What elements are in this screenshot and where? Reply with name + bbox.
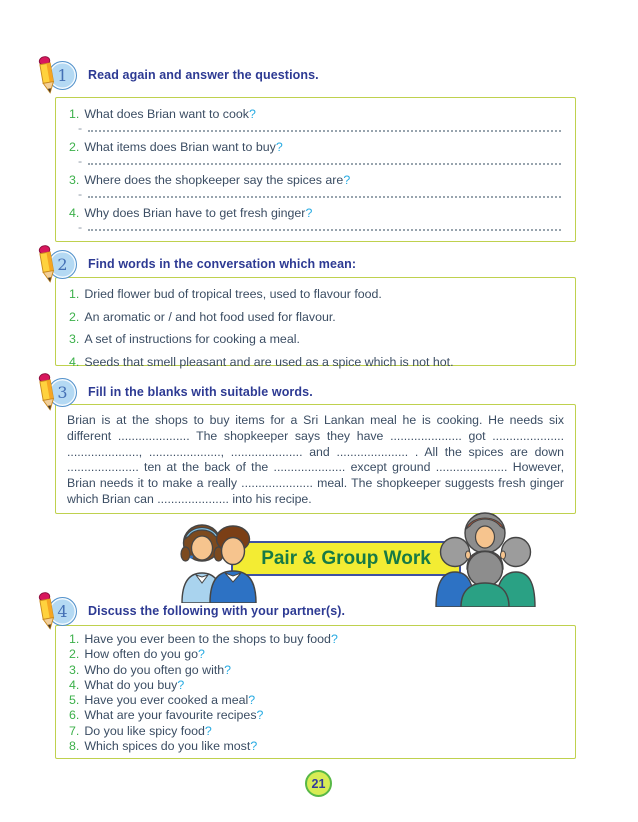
discussion-item [69,693,562,708]
item-number: 1. [69,107,80,121]
definition-item [69,331,562,347]
group-people-icon [434,509,536,607]
item-text: Do you like spicy food? [84,723,212,738]
item-text: What items does Brian want to buy? [84,140,283,154]
exercise-4-box [55,625,576,759]
item-text: What are your favourite recipes? [84,708,264,723]
discussion-item [69,647,562,662]
question-mark: ? [250,739,258,754]
item-text: Who do you often go with? [84,662,232,677]
question-mark: ? [343,173,351,187]
exercise-number: 3 [57,382,68,402]
item-number: 3. [69,662,80,677]
pair-people-icon [172,517,267,603]
answer-line [78,221,562,234]
question-mark: ? [305,206,313,220]
question-item [69,139,562,168]
dotted-leader [88,229,561,231]
discussion-item [69,724,562,739]
answer-line [78,155,562,168]
answer-dash: - [78,187,83,201]
item-number: 5. [69,693,80,708]
dotted-leader [88,196,561,198]
dotted-leader [88,130,561,132]
question-item [69,106,562,135]
dotted-leader [88,163,561,165]
exercise-number: 2 [57,254,68,274]
question-mark: ? [248,107,256,121]
item-number: 1. [69,632,80,646]
item-number: 8. [69,739,80,754]
answer-dash: - [78,220,83,234]
pencil-icon [33,243,61,284]
exercise-number: 4 [57,601,68,621]
exercise-title: Find words in the conversation which mean: [88,257,357,271]
exercise-1-header [36,56,319,94]
exercise-2-box [55,277,576,369]
discussion-item [69,632,562,647]
question-mark: ? [248,693,256,708]
exercise-number: 1 [57,65,68,85]
exercise-title: Discuss the following with your partner(s). [88,604,346,618]
item-text: How often do you go? [84,647,205,662]
item-text: Have you ever cooked a meal? [84,693,256,708]
question-mark: ? [256,708,264,723]
item-number: 3. [69,173,80,187]
question-mark: ? [198,647,205,662]
item-text: What do you buy? [84,677,185,692]
item-number: 4. [69,206,80,220]
item-text: Dried flower bud of tropical trees, used to flavour food. [84,287,382,301]
item-text: Why does Brian have to get fresh ginger? [84,206,313,220]
question-item [69,172,562,201]
discussion-item [69,739,562,754]
question-mark: ? [204,723,212,738]
definition-item [69,354,562,370]
item-number: 6. [69,708,80,723]
page-number: 21 [311,776,326,791]
item-text: What does Brian want to cook? [84,107,256,121]
question-mark: ? [177,677,185,692]
banner-label: Pair & Group Work [261,547,431,569]
discussion-item [69,663,562,678]
item-number: 2. [69,309,80,324]
discussion-item [69,708,562,723]
item-number: 1. [69,287,80,301]
item-number: 2. [69,140,80,154]
item-text: Have you ever been to the shops to buy food? [84,632,338,646]
item-number: 4. [69,354,80,369]
item-number: 2. [69,647,80,662]
cloze-paragraph: Brian is at the shops to buy items for a Sri Lankan meal he is cooking. He needs six different ..................... The shopkeeper says they have ..................... got ..................... ....................., ....................., ..................... and ..................... . All the spices are down ..................... ten at the back of the ..................... except ground ..................... However, Brian needs it to make a really ..................... meal. The shopkeeper suggests fresh ginger which Brian can ..................... into his recipe. [67,413,564,506]
item-number: 4. [69,677,80,692]
item-text: A set of instructions for cooking a meal. [84,332,300,346]
answer-line [78,122,562,135]
item-text: Seeds that smell pleasant and are used as a spice which is not hot. [84,354,454,369]
question-mark: ? [275,140,283,154]
exercise-title: Read again and answer the questions. [88,68,319,82]
item-text: Which spices do you like most? [84,739,258,754]
discussion-item [69,678,562,693]
pencil-icon [33,590,61,631]
question-item [69,205,562,234]
item-number: 3. [69,332,80,346]
definition-item [69,286,562,302]
item-number: 7. [69,723,80,738]
pencil-icon [33,371,61,412]
answer-line [78,188,562,201]
item-text: An aromatic or / and hot food used for flavour. [84,309,336,324]
exercise-3-box [55,404,576,514]
page-number-badge [305,770,332,797]
pencil-icon [33,54,61,95]
definition-item [69,309,562,325]
answer-dash: - [78,121,83,135]
question-mark: ? [330,632,338,646]
exercise-title: Fill in the blanks with suitable words. [88,385,313,399]
item-text: Where does the shopkeeper say the spices are? [84,173,351,187]
question-mark: ? [224,662,232,677]
exercise-1-box [55,97,576,242]
answer-dash: - [78,154,83,168]
